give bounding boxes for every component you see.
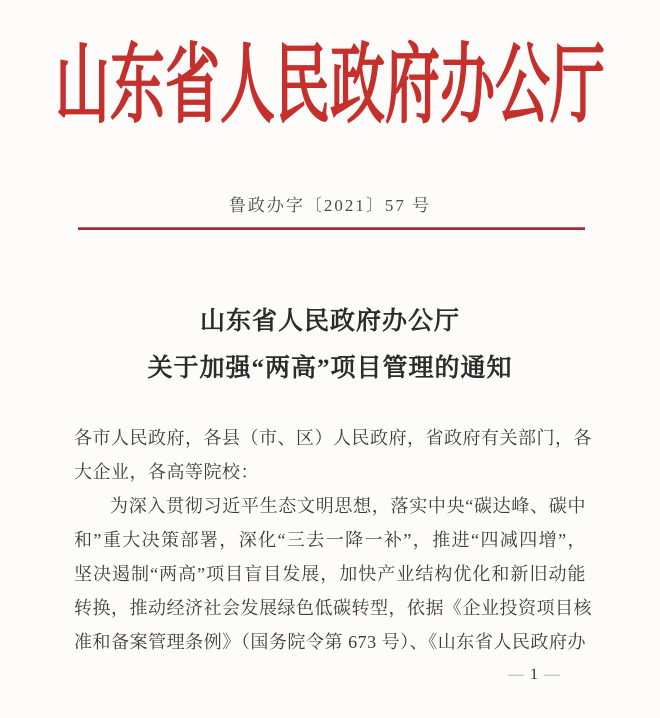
page-number xyxy=(492,666,576,684)
document-title xyxy=(0,298,660,392)
document-title-line2: 关于加强“两高”项目管理的通知 xyxy=(147,355,513,382)
doc-number: 鲁政办字〔2021〕57 号 xyxy=(228,196,432,215)
address-block xyxy=(74,421,592,489)
body-line: 准和备案管理条例》（国务院令第 673 号）、《山东省人民政府办 xyxy=(74,632,586,652)
letterhead-title: 山东省人民政府办公厅 xyxy=(54,37,605,134)
body-line: 为深入贯彻习近平生态文明思想，落实中央“碳达峰、碳中 xyxy=(110,496,586,516)
body-line: 坚决遏制“两高”项目盲目发展，加快产业结构优化和新旧动能 xyxy=(74,564,586,584)
body-line: 转换，推动经济社会发展绿色低碳转型，依据《企业投资项目核 xyxy=(74,598,592,618)
body-line: 大企业，各高等院校： xyxy=(74,462,259,482)
document-title-line1: 山东省人民政府办公厅 xyxy=(199,308,460,335)
page-number-dash-left: — xyxy=(508,666,524,683)
body-line: 各市人民政府，各县（市、区）人民政府，省政府有关部门，各 xyxy=(74,428,592,448)
page-number-value: 1 xyxy=(530,666,538,683)
paragraph-block xyxy=(74,489,592,659)
page-number-dash-right: — xyxy=(544,666,560,683)
red-divider-line xyxy=(78,227,585,230)
document-body xyxy=(74,421,592,659)
body-line: 和”重大决策部署，深化“三去一降一补”，推进“四减四增”， xyxy=(74,530,586,550)
